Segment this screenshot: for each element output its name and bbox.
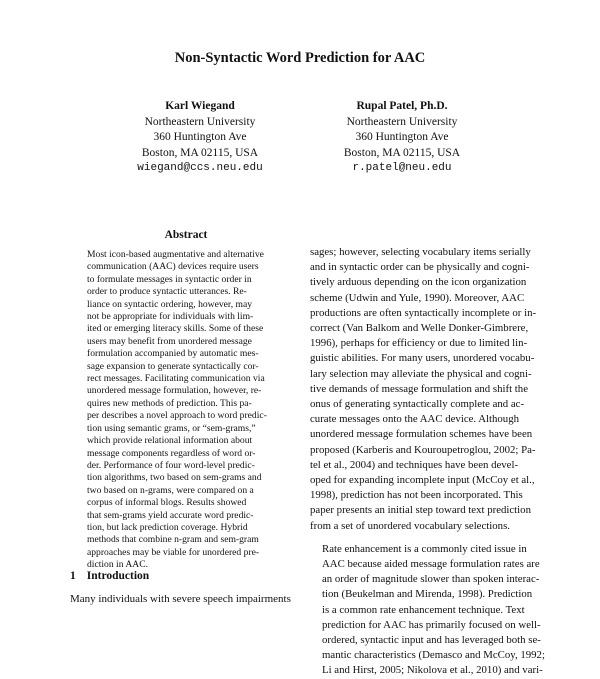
text-line: oped for expanding incomplete input (McCoy et al., (310, 474, 535, 487)
abstract-heading: Abstract (164, 229, 208, 241)
text-line: AAC because aided message formulation rates are (322, 558, 540, 571)
text-line: two based on n-grams, were compared on a (87, 484, 254, 496)
section-heading-introduction (70, 570, 149, 582)
text-line: 1996), perhaps for efficiency or due to limited lin- (310, 337, 528, 350)
introduction-first-line: Many individuals with severe speech impairments (70, 593, 291, 605)
text-line: which provide relational information about (87, 435, 253, 447)
text-line: tion algorithms, two based on sem-grams and (87, 472, 262, 484)
text-line: formulation accompanied by automatic mes- (87, 348, 259, 360)
text-line: not be appropriate for individuals with lim- (87, 311, 254, 323)
abstract-body (87, 249, 283, 572)
right-column-text (310, 245, 545, 679)
text-line: Li and Hirst, 2005; Nikolova et al., 2010) and vari- (322, 664, 543, 677)
text-line: tive demands of message formulation and shift the (310, 382, 528, 395)
text-line: sage expansion to generate syntactically cor- (87, 360, 259, 372)
text-line: message components regardless of word or- (87, 447, 256, 459)
author-affiliation: Northeastern University (346, 115, 458, 128)
author-email: r.patel@neu.edu (352, 162, 452, 174)
author-name: Karl Wiegand (165, 100, 235, 112)
text-line: liance on syntactic ordering, however, may (87, 298, 253, 310)
paragraph-2 (310, 542, 545, 679)
section-number: 1 (70, 570, 76, 582)
text-line: productions are often syntactically incomplete or in- (310, 306, 537, 319)
text-line: scheme (Udwin and Yule, 1990). Moreover, AAC (310, 291, 525, 304)
text-line: that sem-grams yield accurate word predic- (87, 509, 254, 521)
author-address-street: 360 Huntington Ave (153, 131, 247, 143)
text-line: 1998), prediction has not been incorporated. This (310, 489, 523, 502)
text-line: ited or emerging literacy skills. Some of these (87, 323, 264, 335)
text-line: an order of magnitude slower than spoken interac- (322, 573, 540, 586)
text-line: from a set of unordered vocabulary selections. (310, 519, 510, 532)
text-line: Rate enhancement is a commonly cited issue in (322, 542, 527, 555)
author-email: wiegand@ccs.neu.edu (137, 162, 263, 174)
text-line: Most icon-based augmentative and alternative (87, 249, 264, 260)
text-line: to formulate messages in syntactic order in (87, 273, 252, 285)
text-line: guistic abilities. For many users, unordered vocabu- (310, 352, 535, 365)
text-line: proposed (Karberis and Kouroupetroglou, 2002; Pa- (310, 443, 536, 456)
author-address-street: 360 Huntington Ave (355, 131, 449, 143)
text-line: tion (Beukelman and Mirenda, 1998). Prediction (322, 588, 533, 601)
text-line: unordered message formulation schemes have been (310, 428, 533, 441)
text-line: ordered, syntactic input and has leveraged both se- (322, 634, 541, 647)
text-line: unordered message formulation, however, re- (87, 385, 262, 397)
text-line: rect messages. Facilitating communication via (87, 373, 265, 385)
text-line: correct (Van Balkom and Welle Donker-Gimbrere, (310, 322, 529, 335)
text-line: prediction for AAC has primarily focused on well- (322, 618, 541, 631)
author-address-city: Boston, MA 02115, USA (343, 146, 461, 159)
text-line: tively arduous depending on the icon organization (310, 276, 527, 289)
author-address-city: Boston, MA 02115, USA (141, 146, 259, 159)
author-block-2 (282, 99, 522, 177)
text-line: order to produce syntactic utterances. Re- (87, 286, 247, 298)
text-line: per describes a novel approach to word predic- (87, 410, 267, 422)
text-line: tion using semantic grams, or “sem-grams,” (87, 422, 256, 434)
author-name: Rupal Patel, Ph.D. (356, 100, 448, 112)
text-line: users may benefit from unordered message (87, 335, 252, 347)
text-line: tel et al., 2004) and techniques have been devel- (310, 458, 519, 471)
text-line: der. Performance of four word-level predic- (87, 459, 255, 471)
paper-title: Non-Syntactic Word Prediction for AAC (174, 50, 426, 66)
text-line: sages; however, selecting vocabulary items serially (310, 246, 531, 258)
text-line: methods that combine n-gram and sem-gram (87, 534, 259, 546)
text-line: paper presents an initial step toward text prediction (310, 504, 531, 517)
author-affiliation: Northeastern University (144, 115, 256, 128)
text-line: approaches may be viable for unordered pre- (87, 546, 260, 558)
text-line: diction in AAC. (87, 559, 149, 571)
text-line: quires new methods of prediction. This pa- (87, 397, 252, 409)
paragraph-1 (310, 245, 537, 534)
text-line: is a common rate enhancement technique. Text (322, 603, 525, 616)
text-line: communication (AAC) devices require users (87, 261, 259, 273)
section-title: Introduction (86, 570, 150, 582)
text-line: onus of generating syntactically complete and ac- (310, 398, 525, 411)
text-line: lary selection may alleviate the physical and cogni- (310, 367, 532, 380)
text-line: mantic characteristics (Demasco and McCoy, 1992; (322, 649, 545, 662)
text-line: curate messages onto the AAC device. Although (310, 413, 519, 426)
text-line: corpus of informal blogs. Results showed (87, 497, 247, 509)
text-line: and in syntactic order can be physically and cogni- (310, 261, 530, 274)
text-line: tion, but lack prediction coverage. Hybrid (87, 521, 248, 533)
